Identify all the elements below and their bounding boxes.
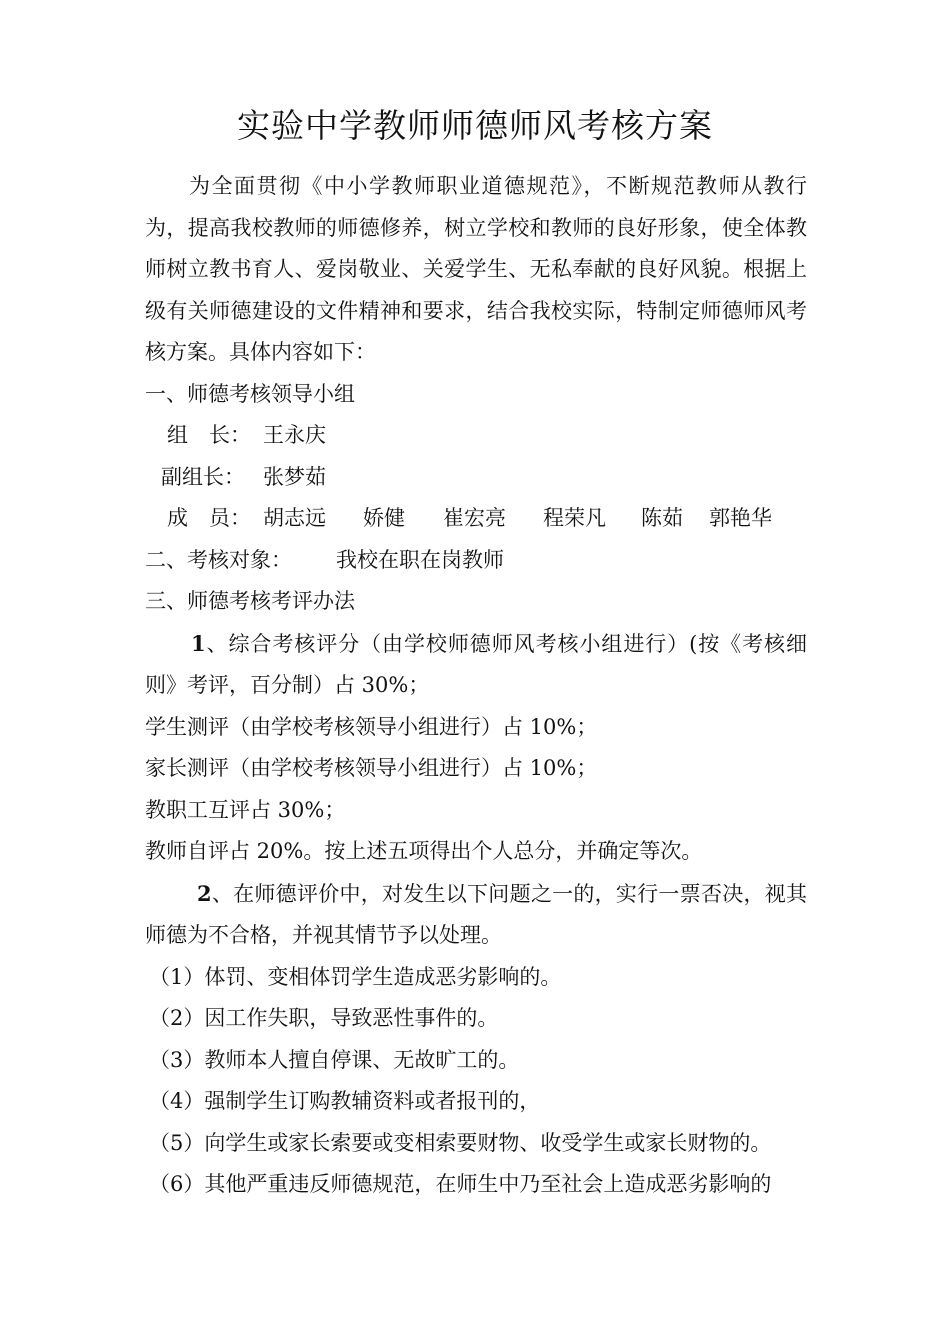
member-name: 程荣凡 <box>543 506 606 530</box>
document-title: 实验中学教师师德师风考核方案 <box>237 106 713 145</box>
item1-paragraph <box>145 623 807 707</box>
section2-heading: 二、考核对象： <box>145 547 292 572</box>
members-line <box>145 498 807 540</box>
section1-heading: 一、师德考核领导小组 <box>145 381 355 406</box>
item2-paragraph <box>145 873 807 957</box>
member-name: 陈茹 <box>641 506 683 530</box>
member-name: 娇健 <box>363 506 405 530</box>
section2-value: 我校在职在岗教师 <box>336 547 504 572</box>
member-name: 崔宏亮 <box>443 506 506 530</box>
score-line: 教职工互评占 30%； <box>145 797 346 822</box>
score-line: 学生测评（由学校考核领导小组进行）占 10%； <box>145 714 598 739</box>
veto-item: （2）因工作失职，导致恶性事件的。 <box>149 1006 499 1030</box>
veto-item: （5）向学生或家长索要或变相索要财物、收受学生或家长财物的。 <box>149 1130 772 1155</box>
item1-text: 、综合考核评分（由学校师德师风考核小组进行）(按《考核细则》考评，百分制）占 30%； <box>145 631 807 697</box>
item2-text: 、在师德评价中，对发生以下问题之一的，实行一票否决，视其师德为不合格，并视其情节予以处理。 <box>145 881 807 947</box>
veto-item: （1）体罚、变相体罚学生造成恶劣影响的。 <box>149 964 562 989</box>
section3-heading: 三、师德考核考评办法 <box>145 589 355 613</box>
members-label: 成 员： <box>167 506 251 530</box>
item2-number: 2 <box>197 880 212 906</box>
document-body <box>145 166 807 1206</box>
item1-number: 1 <box>191 630 206 656</box>
member-name: 郭艳华 <box>709 506 772 530</box>
leader-line <box>145 415 807 457</box>
deputy-name: 张梦茹 <box>263 464 326 489</box>
leader-label: 组 长： <box>167 423 251 447</box>
veto-item: （6）其他严重违反师德规范，在师生中乃至社会上造成恶劣影响的 <box>149 1172 772 1196</box>
deputy-line <box>145 457 807 499</box>
veto-item: （4）强制学生订购教辅资料或者报刊的， <box>149 1089 541 1113</box>
leader-name: 王永庆 <box>263 423 326 447</box>
deputy-label: 副组长： <box>161 464 245 489</box>
member-name: 胡志远 <box>263 506 326 530</box>
veto-item: （3）教师本人擅自停课、无故旷工的。 <box>149 1047 520 1072</box>
intro-paragraph: 为全面贯彻《中小学教师职业道德规范》，不断规范教师从教行为，提高我校教师的师德修养，树立学校和教师的良好形象，使全体教师树立教书育人、爱岗敬业、关爱学生、无私奉献的良好风貌。根据上级有关师德建设的文件精神和要求，结合我校实际，特制定师德师风考核方案。具体内容如下： <box>145 174 807 364</box>
score-line: 家长测评（由学校考核领导小组进行）占 10%； <box>145 756 598 780</box>
section2-line <box>145 540 807 582</box>
score-line: 教师自评占 20%。按上述五项得出个人总分，并确定等次。 <box>145 839 703 863</box>
